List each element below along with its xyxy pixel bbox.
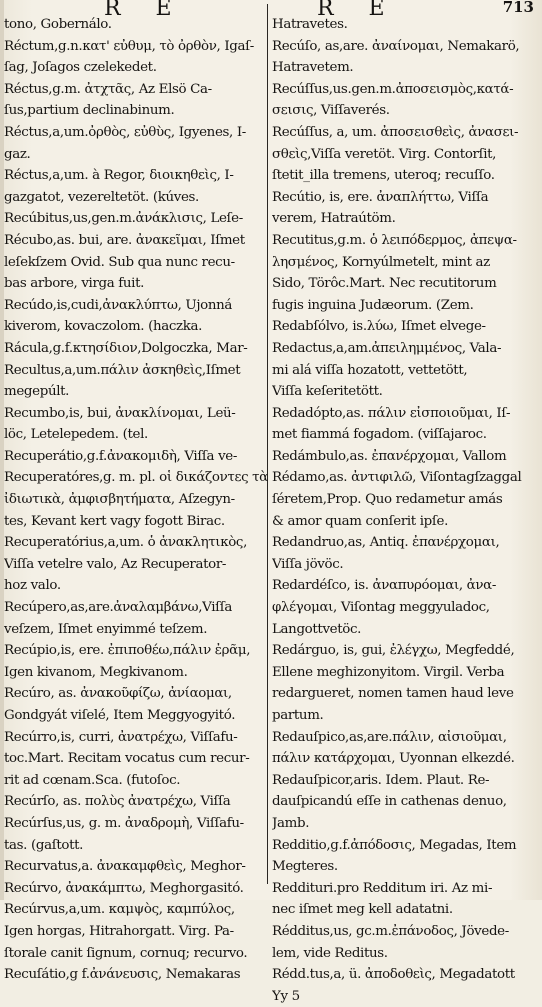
entry-line: ſéretem,Prop. Quo redametur amás	[272, 492, 503, 508]
entry-line: Recúdo,is,cudi,ἀνακλύπτω, Ujonná	[4, 297, 233, 313]
entry-line: Langottvetöc.	[272, 621, 362, 637]
entry-line: löc, Letelepedem. (tel.	[4, 427, 148, 443]
entry-line: Rédd.tus,a, ü. ἀποδοθεὶς, Megadatott	[272, 967, 515, 983]
entry-line: ſtorale canit ſignum, cornuq; recurvo.	[4, 945, 248, 961]
entry-line: Gondgyát viſelé, Item Meggyogyitó.	[4, 708, 236, 723]
entry-line: & amor quam conſerit ipſe.	[272, 513, 448, 529]
entry-line: toc.Mart. Recitam vocatus cum recur-	[4, 751, 250, 767]
entry-line: ſtetit_illa tremens, uteroq; recuſſo.	[272, 168, 495, 184]
entry-line: lem, vide Reditus.	[272, 945, 388, 961]
entry-line: gazgatot, vezereltetöt. (kúves.	[4, 189, 199, 205]
entry-line: λησμένος, Kornyúlmetelt, mint az	[272, 254, 490, 270]
entry-line: rit ad cœnam.Sca. (futoſoc.	[4, 772, 181, 788]
entry-line: σθεὶς,Viſſa veretöt. Virg. Contorſit,	[272, 146, 497, 162]
entry-line: redargueret, nomen tamen haud leve	[272, 686, 514, 702]
entry-line: φλέγομαι, Viſontag meggyuladoc,	[272, 600, 490, 616]
entry-line: Redardéſco, is. ἀναπυρόομαι, ἀνα-	[272, 578, 497, 594]
entry-line: σεισις, Viſſaverés.	[272, 103, 390, 119]
entry-line: Megteres.	[272, 859, 338, 875]
entry-line: veſzem, Iſmet enyimmé teſzem.	[4, 621, 208, 637]
entry-line: Recultus,a,um.πάλιν ἀσκηθεὶς,Iſmet	[4, 362, 241, 378]
entry-line: gaz.	[4, 146, 31, 162]
running-head-left: R E	[104, 0, 186, 21]
entry-line: Rácula,g.f.κτησίδιον,Dolgoczka, Mar-	[4, 340, 248, 356]
entry-line: megepúlt.	[4, 384, 70, 400]
entry-line: bas arbore, virga fuit.	[4, 276, 145, 292]
entry-line: Réctus,g.m. ἀτχτᾶς, Az Elsö Ca-	[4, 81, 212, 97]
entry-line: Réctus,a,um.ὀρθὸς, εὐθὺς, Igyenes, I-	[4, 124, 246, 140]
running-head-right: R E	[317, 0, 399, 21]
entry-line: Igen horgas, Hitrahorgatt. Virg. Pa-	[4, 923, 234, 939]
entry-line: Viſſa vetelre valo, Az Recuperator-	[4, 556, 227, 572]
entry-line: Recuſátio,g f.ἀνάνευσις, Nemakaras	[4, 967, 241, 983]
entry-line: Recúſſus, a, um. ἀποσεισθεὶς, ἀνασει-	[272, 124, 519, 140]
entry-line: Recúrro,is, curri, ἀνατρέχω, Viſſafu-	[4, 729, 238, 745]
entry-line: kiverom, kovaczolom. (haczka.	[4, 319, 203, 335]
entry-line: ſus,partium declinabinum.	[4, 103, 175, 119]
entry-line: Redactus,a,am.ἀπειλημμένος, Vala-	[272, 340, 502, 356]
entry-line: Recúrſo, as. πολὺς ἀνατρέχω, Viſſa	[4, 794, 231, 810]
entry-line: Recúpio,is, ere. ἐπιποθέω,πάλιν ἐρᾶμ,	[4, 643, 251, 659]
entry-line: Recúrſus,us, g. m. ἀναδρομὴ, Viſſafu-	[4, 815, 244, 831]
entry-line: Recuperátio,g.f.ἀνακομιδὴ, Viſſa ve-	[4, 448, 238, 464]
left-column	[4, 14, 268, 986]
entry-line: πάλιν κατάρχομαι, Uyonnan elkezdé.	[272, 751, 515, 767]
entry-line: Recúſſus,us.gen.m.ἀποσεισμὸς,κατά-	[272, 81, 514, 97]
entry-line: Recurvatus,a. ἀνακαμφθεὶς, Meghor-	[4, 859, 246, 875]
entry-line: Reddituri.pro Redditum iri. Az mi-	[272, 880, 493, 896]
entry-line: partum.	[272, 708, 324, 723]
entry-line: tono, Gobernálo.	[4, 17, 112, 32]
entry-line: Recúpero,as,are.ἀναλαμβάνω,Viſſa	[4, 600, 232, 616]
entry-line: ἰδιωτικὰ, ἀμφισβητήματα, Aſzegyn-	[4, 492, 235, 508]
entry-line: Recutitus,g.m. ὁ λειπόδερμος, ἀπεψα-	[272, 232, 517, 248]
entry-line: nec iſmet meg kell adatatni.	[272, 902, 453, 918]
entry-line: Redabſólvo, is.λύω, Iſmet elvege-	[272, 319, 486, 335]
entry-line: hoz valo.	[4, 578, 61, 594]
entry-line: verem, Hatraútöm.	[272, 211, 396, 227]
entry-line: Redauſpico,as,are.πάλιν, αἰσιοῦμαι,	[272, 729, 507, 745]
entry-line: Redauſpicor,aris. Idem. Plaut. Re-	[272, 772, 490, 788]
entry-line: tes, Kevant kert vagy fogott Birac.	[4, 513, 225, 529]
entry-line: Recúro, as. ἀνακοῦφίζω, ἀνίαομαι,	[4, 686, 232, 702]
entry-line: Redámbulo,as. ἐπανέρχομαι, Vallom	[272, 448, 507, 464]
entry-line: Redárguo, is, gui, ἐλέγχω, Megfeddé,	[272, 643, 515, 659]
entry-line: Recúrvus,a,um. καμψὸς, καμπύλος,	[4, 902, 235, 918]
entry-line: met fiammá fogadom. (viſſajaroc.	[272, 427, 487, 443]
entry-line: Recútio, is, ere. ἀναπλήττω, Viſſa	[272, 189, 489, 205]
entry-line: Yy 5	[272, 988, 300, 1004]
entry-line: mi alá viſſa hozatott, vettetött,	[272, 362, 468, 378]
entry-line: fugis inguina Judæorum. (Zem.	[272, 297, 474, 313]
entry-line: Hatravetes.	[272, 17, 348, 32]
entry-line: Recúſo, as,are. ἀναίνομαι, Nemakarö,	[272, 38, 520, 54]
entry-line: Jamb.	[272, 815, 310, 831]
entry-line: Ellene meghizonyitom. Virgil. Verba	[272, 664, 505, 680]
entry-line: Rédditus,us, gc.m.ἐπάνοδος, Jövede-	[272, 923, 509, 939]
entry-line: Recumbo,is, bui, ἀνακλίνομαι, Leü-	[4, 405, 236, 421]
entry-line: leſekſzem Ovid. Sub qua nunc recu-	[4, 254, 235, 270]
entry-line: Viſſa jövöc.	[272, 556, 344, 572]
entry-line: ſag, Joſagos czelekedet.	[4, 60, 157, 76]
right-column	[272, 14, 536, 1007]
entry-line: Réctus,a,um. à Regor, διοικηθεὶς, I-	[4, 168, 234, 184]
entry-line: dauſpicandú eſſe in cathenas denuo,	[272, 794, 507, 810]
entry-line: Réctum,g.n.κατ' εὐθυμ, τὸ ὀρθὸν, Igaſ-	[4, 38, 254, 54]
entry-line: Redditio,g.f.ἀπόδοσις, Megadas, Item	[272, 837, 517, 853]
entry-line: Recuperatóres,g. m. pl. οἱ δικάζοντες τὰ	[4, 470, 268, 486]
entry-line: Hatravetem.	[272, 60, 354, 76]
entry-line: Viſſa keſeritetött.	[272, 384, 383, 400]
entry-line: Redadópto,as. πάλιν εἰσποιοῦμαι, Iſ-	[272, 405, 511, 421]
entry-line: Recúbitus,us,gen.m.ἀνάκλισις, Leſe-	[4, 211, 243, 227]
entry-line: Rédamo,as. ἀντιφιλῶ, Viſontagſzaggal	[272, 470, 522, 486]
entry-line: Recúrvo, ἀνακάμπτω, Meghorgasitó.	[4, 880, 244, 896]
entry-line: Récubo,as. bui, are. ἀνακεῖμαι, Iſmet	[4, 232, 245, 248]
entry-line: Recuperatórius,a,um. ὁ ἀνακλητικὸς,	[4, 535, 247, 551]
entry-line: tas. (gaſtott.	[4, 837, 84, 853]
entry-line: Sido, Törôc.Mart. Nec recutitorum	[272, 276, 497, 292]
entry-line: Redandruo,as, Antiq. ἐπανέρχομαι,	[272, 535, 500, 551]
page-number: 713	[502, 0, 534, 16]
entry-line: Igen kivanom, Megkivanom.	[4, 664, 188, 680]
